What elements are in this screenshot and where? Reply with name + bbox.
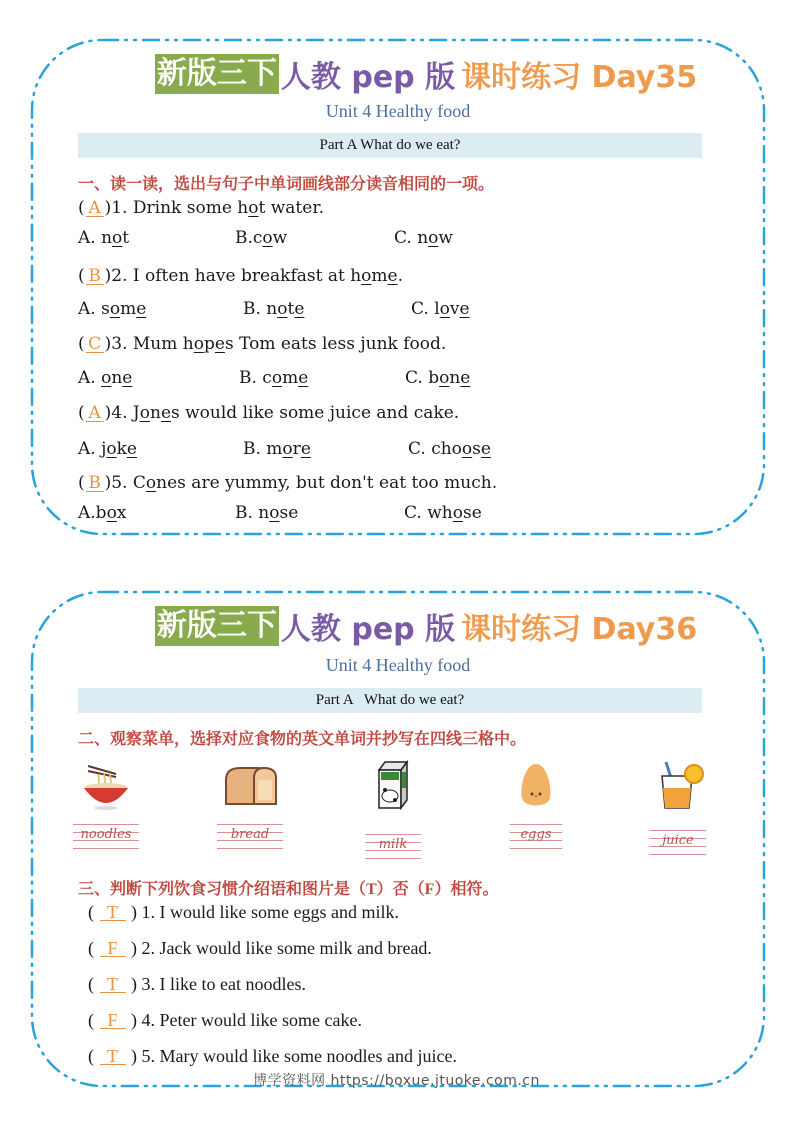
worksheet-day35 [28, 36, 768, 538]
title-purple: 人教 pep 版 [280, 60, 456, 95]
food-word: noodles [80, 827, 132, 842]
unit-subtitle: Unit 4 Healthy food [325, 655, 471, 675]
four-line-grid [73, 824, 139, 848]
question-2: ( B )2. I often have breakfast at home. [78, 266, 404, 286]
section-heading-3: 三、判断下列饮食习惯介绍语和图片是（T）否（F）相符。 [78, 881, 499, 898]
statement-3: ( T ) 3. I like to eat noodles. [88, 974, 306, 994]
food-item-juice [638, 760, 718, 854]
four-line-grid [510, 824, 562, 848]
option-b: B.cow [235, 228, 288, 248]
four-line-grid [217, 824, 283, 848]
part-band: Part A What do we eat? [78, 688, 702, 713]
answer-blank[interactable]: B [86, 475, 104, 492]
option-b: B. more [243, 439, 311, 459]
noodles-bowl-icon [76, 760, 136, 812]
option-b: B. note [243, 299, 305, 319]
answer-blank[interactable]: A [86, 405, 104, 422]
answer-blank[interactable]: B [86, 268, 104, 285]
statement-5: ( T ) 5. Mary would like some noodles and juice. [88, 1046, 457, 1066]
title-purple: 人教 pep 版 [280, 612, 456, 647]
food-word: juice [662, 833, 694, 848]
question-5: ( B )5. Cones are yummy, but don't eat too much. [78, 473, 498, 493]
title-green: 新版三下 [155, 54, 279, 94]
egg-icon [506, 760, 566, 812]
food-item-eggs [496, 760, 576, 848]
option-a: A. one [78, 368, 133, 388]
section-heading-2: 二、观察菜单，选择对应食物的英文单词并抄写在四线三格中。 [78, 731, 527, 748]
juice-glass-icon [648, 760, 708, 812]
question-3: ( C )3. Mum hopes Tom eats less junk food. [78, 334, 447, 354]
option-b: B. come [239, 368, 309, 388]
food-item-noodles [66, 760, 146, 848]
tf-answer-blank[interactable]: T [100, 976, 126, 993]
milk-carton-icon [363, 760, 423, 812]
title-orange: 课时练习 Day36 [461, 612, 698, 647]
unit-subtitle: Unit 4 Healthy food [325, 101, 471, 121]
tf-answer-blank[interactable]: T [100, 1048, 126, 1065]
option-a: A. joke [78, 439, 137, 459]
question-1: ( A )1. Drink some hot water. [78, 198, 324, 218]
food-item-milk [353, 760, 433, 858]
option-b: B. nose [235, 503, 299, 523]
title-orange: 课时练习 Day35 [461, 60, 698, 95]
answer-blank[interactable]: C [86, 336, 104, 353]
option-c: C. love [411, 299, 470, 319]
food-word: milk [378, 837, 408, 852]
option-c: C. bone [405, 368, 471, 388]
option-a: A. some [78, 299, 147, 319]
answer-blank[interactable]: A [86, 200, 104, 217]
watermark: 博学资料网 https://boxue.jtuoke.com.cn [253, 1073, 540, 1089]
option-a: A.box [78, 503, 127, 523]
bread-icon [220, 760, 280, 812]
statement-2: ( F ) 2. Jack would like some milk and bread. [88, 938, 432, 958]
food-item-bread [210, 760, 290, 848]
food-word: bread [230, 827, 270, 842]
section-heading-1: 一、读一读，选出与句子中单词画线部分读音相同的一项。 [78, 176, 495, 193]
worksheet-day36 [28, 588, 768, 1090]
option-a: A. not [78, 228, 130, 248]
question-4: ( A )4. Jones would like some juice and cake. [78, 403, 460, 423]
tf-answer-blank[interactable]: F [100, 1012, 126, 1029]
title-green: 新版三下 [155, 606, 279, 646]
page-title [106, 54, 746, 94]
tf-answer-blank[interactable]: T [100, 904, 126, 921]
option-c: C. choose [408, 439, 491, 459]
option-c: C. now [394, 228, 453, 248]
statement-1: ( T ) 1. I would like some eggs and milk. [88, 902, 399, 922]
four-line-grid [365, 834, 421, 858]
part-band: Part A What do we eat? [78, 133, 702, 158]
statement-4: ( F ) 4. Peter would like some cake. [88, 1010, 362, 1030]
tf-answer-blank[interactable]: F [100, 940, 126, 957]
food-word: eggs [520, 827, 552, 842]
page-title [106, 606, 746, 646]
four-line-grid [650, 830, 706, 854]
option-c: C. whose [404, 503, 482, 523]
